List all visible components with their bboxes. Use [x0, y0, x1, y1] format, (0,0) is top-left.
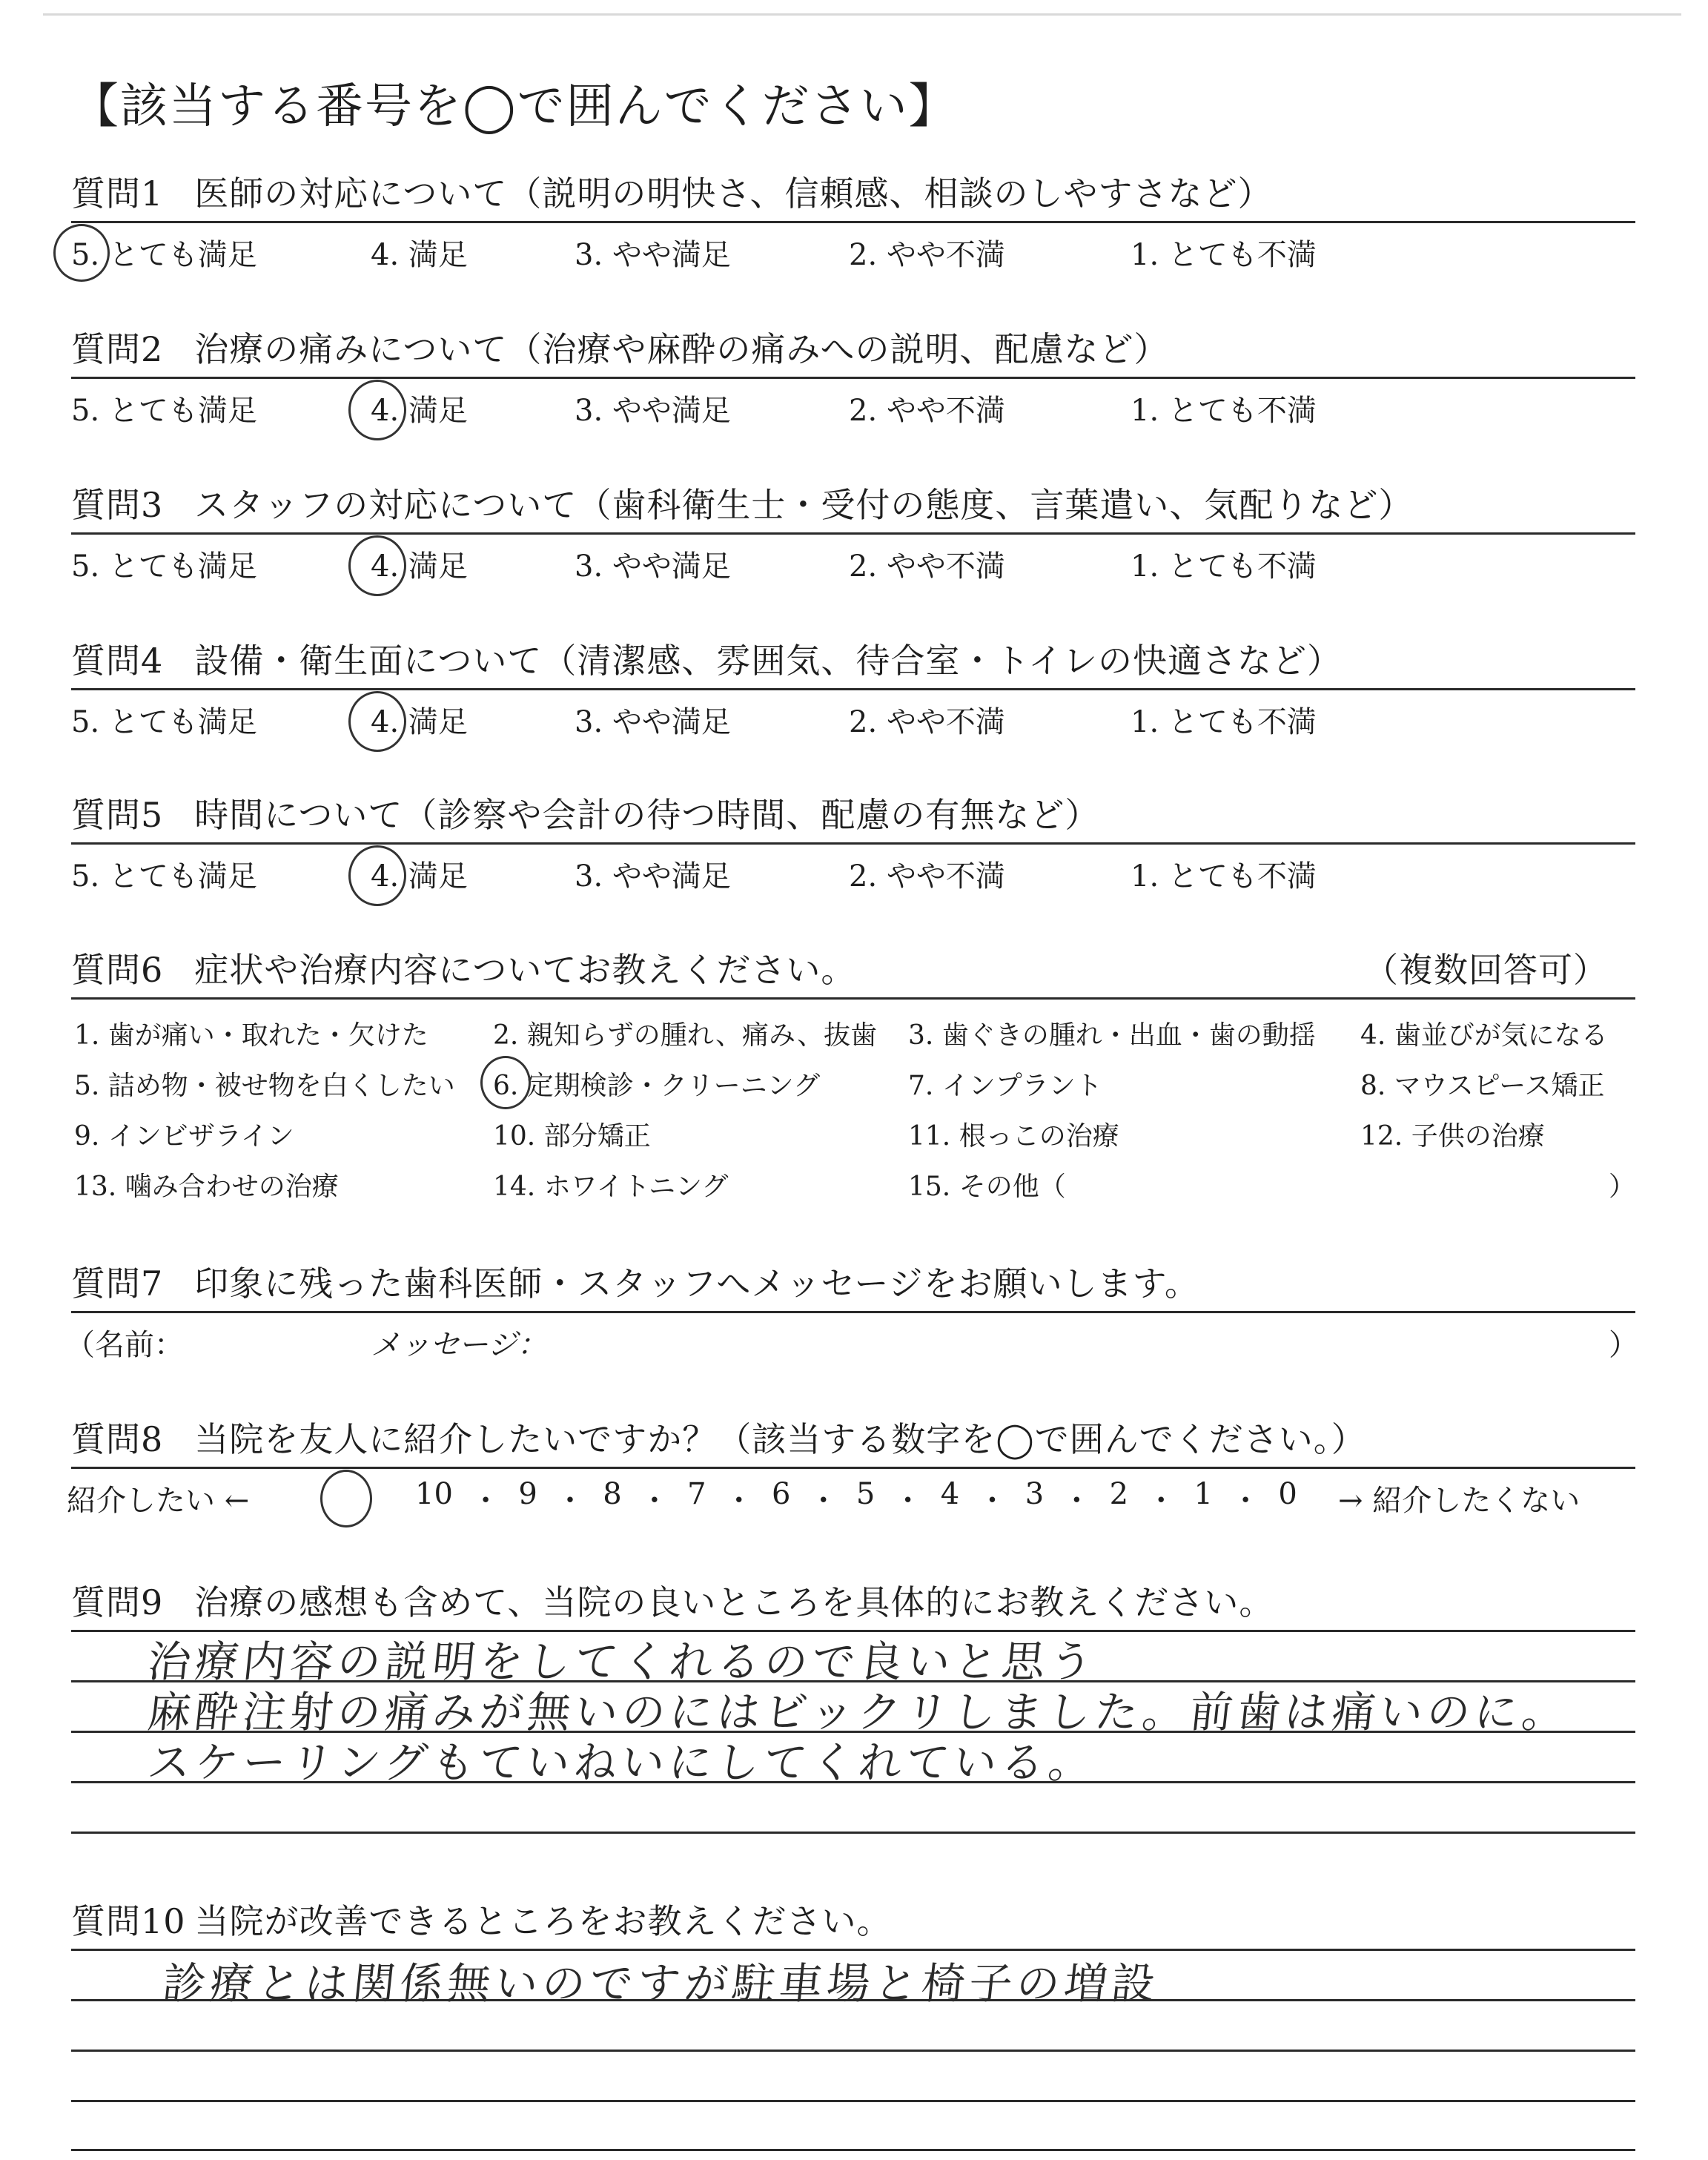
scale-separator: ・ — [639, 1484, 669, 1518]
q5-option-5[interactable]: 5. とても満足 — [71, 859, 257, 894]
question-7-heading — [71, 1257, 1199, 1306]
question-rule — [71, 1467, 1635, 1469]
question-1-heading — [71, 167, 1273, 216]
q3-option-4[interactable]: 4. 満足 — [371, 549, 468, 584]
q6-circle-mark — [480, 1056, 531, 1109]
question-6-heading — [71, 943, 855, 992]
q5-option-2[interactable]: 2. やや不満 — [849, 859, 1005, 894]
q2-option-2[interactable]: 2. やや不満 — [849, 394, 1005, 428]
q6-option-9[interactable]: 9. インビザライン — [74, 1121, 294, 1152]
scale-separator: ・ — [724, 1484, 754, 1518]
recommend-right-label: → 紹介したくない — [1338, 1484, 1580, 1518]
q3-option-2[interactable]: 2. やや不満 — [849, 549, 1005, 584]
q4-option-5[interactable]: 5. とても満足 — [71, 705, 257, 739]
q2-option-3[interactable]: 3. やや満足 — [575, 394, 731, 428]
scale-value-10[interactable]: 10 — [415, 1477, 453, 1511]
question-number: 質問5 — [71, 795, 164, 835]
scale-separator: ・ — [808, 1484, 838, 1518]
question-number: 質問8 — [71, 1419, 164, 1459]
question-10-heading — [71, 1895, 892, 1943]
q6-option-6[interactable]: 6. 定期検診・クリーニング — [493, 1071, 821, 1101]
scale-separator: ・ — [555, 1484, 586, 1518]
q8-circle-mark — [320, 1470, 372, 1527]
q5-option-1[interactable]: 1. とても不満 — [1131, 859, 1317, 894]
answer-line — [71, 2050, 1635, 2052]
q6-option-7[interactable]: 7. インプラント — [908, 1071, 1102, 1101]
question-4-heading — [71, 634, 1342, 683]
scale-separator: ・ — [893, 1484, 923, 1518]
q6-option-3[interactable]: 3. 歯ぐきの腫れ・出血・歯の動揺 — [908, 1020, 1316, 1051]
scale-separator: ・ — [1146, 1484, 1176, 1518]
question-text: 症状や治療内容についてお教えください。 — [194, 950, 856, 990]
q6-option-13[interactable]: 13. 噛み合わせの治療 — [74, 1172, 339, 1202]
q6-option-15-close: ） — [1609, 1172, 1636, 1202]
q2-option-1[interactable]: 1. とても不満 — [1131, 394, 1317, 428]
q4-option-4[interactable]: 4. 満足 — [371, 705, 468, 739]
q6-option-12[interactable]: 12. 子供の治療 — [1360, 1121, 1545, 1152]
question-number: 質問2 — [71, 329, 164, 369]
question-2-heading — [71, 323, 1168, 371]
q6-option-11[interactable]: 11. 根っこの治療 — [908, 1121, 1119, 1152]
scale-value-1[interactable]: 1 — [1194, 1477, 1213, 1511]
scale-value-5[interactable]: 5 — [855, 1477, 875, 1511]
scale-separator: ・ — [977, 1484, 1007, 1518]
q2-option-5[interactable]: 5. とても満足 — [71, 394, 257, 428]
q6-option-2[interactable]: 2. 親知らずの腫れ、痛み、抜歯 — [493, 1020, 878, 1051]
scale-value-0[interactable]: 0 — [1278, 1477, 1297, 1511]
q3-option-5[interactable]: 5. とても満足 — [71, 549, 257, 584]
q6-option-4[interactable]: 4. 歯並びが気になる — [1360, 1020, 1608, 1051]
question-rule — [71, 1311, 1635, 1313]
top-border — [43, 13, 1681, 16]
answer-line — [71, 2149, 1635, 2151]
q6-option-14[interactable]: 14. ホワイトニング — [493, 1172, 729, 1202]
question-text: 当院を友人に紹介したいですか？（該当する数字を◯で囲んでください。） — [194, 1419, 1366, 1459]
q6-option-8[interactable]: 8. マウスピース矯正 — [1360, 1071, 1605, 1101]
question-number: 質問3 — [71, 485, 164, 525]
question-text: スタッフの対応について（歯科衛生士・受付の態度、言葉遣い、気配りなど） — [194, 485, 1414, 525]
q1-option-5[interactable]: 5. とても満足 — [71, 238, 257, 272]
q2-circle-mark — [348, 380, 406, 440]
message-label: メッセージ： — [371, 1328, 547, 1362]
question-8-heading — [71, 1413, 1366, 1462]
question-9-heading — [71, 1576, 1274, 1625]
q6-option-10[interactable]: 10. 部分矯正 — [493, 1121, 651, 1152]
q1-option-1[interactable]: 1. とても不満 — [1131, 238, 1317, 272]
q4-circle-mark — [348, 691, 406, 752]
name-label: （名前： — [65, 1328, 184, 1362]
question-3-heading — [71, 478, 1413, 527]
scale-value-4[interactable]: 4 — [940, 1477, 960, 1511]
question-number: 質問9 — [71, 1582, 164, 1622]
multiple-answers-note: （複数回答可） — [1364, 950, 1608, 990]
q5-option-4[interactable]: 4. 満足 — [371, 859, 468, 894]
q6-option-5[interactable]: 5. 詰め物・被せ物を白くしたい — [74, 1071, 455, 1101]
q4-option-3[interactable]: 3. やや満足 — [575, 705, 731, 739]
q1-option-4[interactable]: 4. 満足 — [371, 238, 468, 272]
q9-answer-line-3: スケーリングもていねいにしてくれている。 — [145, 1737, 1099, 1788]
scale-separator: ・ — [1231, 1484, 1261, 1518]
question-text: 治療の痛みについて（治療や麻酔の痛みへの説明、配慮など） — [194, 329, 1169, 369]
question-rule — [71, 532, 1635, 535]
question-text: 医師の対応について（説明の明快さ、信頼感、相談のしやすさなど） — [194, 174, 1273, 214]
scale-value-7[interactable]: 7 — [687, 1477, 706, 1511]
scale-value-2[interactable]: 2 — [1109, 1477, 1129, 1511]
question-text: 時間について（診察や会計の待つ時間、配慮の有無など） — [194, 795, 1100, 835]
q3-option-1[interactable]: 1. とても不満 — [1131, 549, 1317, 584]
q10-answer-line-1: 診療とは関係無いのですが駐車場と椅子の増設 — [159, 1958, 1162, 2009]
scale-value-9[interactable]: 9 — [518, 1477, 537, 1511]
q2-option-4[interactable]: 4. 満足 — [371, 394, 468, 428]
question-rule — [71, 688, 1635, 690]
scale-value-6[interactable]: 6 — [772, 1477, 791, 1511]
q5-option-3[interactable]: 3. やや満足 — [575, 859, 731, 894]
question-text: 治療の感想も含めて、当院の良いところを具体的にお教えください。 — [194, 1582, 1274, 1622]
question-number: 質問4 — [71, 641, 164, 681]
question-number: 質問7 — [71, 1264, 164, 1304]
question-number: 質問6 — [71, 950, 164, 990]
question-rule — [71, 842, 1635, 845]
page-title: 【該当する番号を◯で囲んでください】 — [71, 79, 958, 134]
answer-line — [71, 1832, 1635, 1834]
scale-value-3[interactable]: 3 — [1025, 1477, 1045, 1511]
question-number: 質問1 — [71, 174, 164, 214]
recommend-left-label: 紹介したい ← — [67, 1484, 250, 1518]
q4-option-2[interactable]: 2. やや不満 — [849, 705, 1005, 739]
question-rule — [71, 997, 1635, 1000]
q3-circle-mark — [348, 535, 406, 596]
scale-value-8[interactable]: 8 — [603, 1477, 622, 1511]
recommend-scale — [415, 1477, 1297, 1519]
question-text: 設備・衛生面について（清潔感、雰囲気、待合室・トイレの快適さなど） — [194, 641, 1343, 681]
answer-line — [71, 2100, 1635, 2102]
question-number: 質問10 — [71, 1901, 186, 1941]
question-text: 当院が改善できるところをお教えください。 — [194, 1901, 892, 1941]
question-text: 印象に残った歯科医師・スタッフへメッセージをお願いします。 — [194, 1264, 1199, 1304]
scale-separator: ・ — [1062, 1484, 1092, 1518]
q5-circle-mark — [348, 845, 406, 906]
q9-answer-line-1: 治療内容の説明をしてくれるので良いと思う — [145, 1636, 1100, 1687]
q9-answer-line-2: 麻酔注射の痛みが無いのにはビックリしました。前歯は痛いのに。 — [145, 1687, 1572, 1737]
message-close: ） — [1609, 1328, 1638, 1362]
question-rule — [71, 377, 1635, 379]
question-5-heading — [71, 788, 1099, 837]
scale-separator: ・ — [471, 1484, 501, 1518]
q1-circle-mark — [53, 224, 110, 282]
question-rule — [71, 221, 1635, 223]
q1-option-3[interactable]: 3. やや満足 — [575, 238, 731, 272]
q6-option-15[interactable]: 15. その他（ — [908, 1172, 1066, 1202]
q4-option-1[interactable]: 1. とても不満 — [1131, 705, 1317, 739]
q6-option-1[interactable]: 1. 歯が痛い・取れた・欠けた — [74, 1020, 428, 1051]
q3-option-3[interactable]: 3. やや満足 — [575, 549, 731, 584]
q1-option-2[interactable]: 2. やや不満 — [849, 238, 1005, 272]
